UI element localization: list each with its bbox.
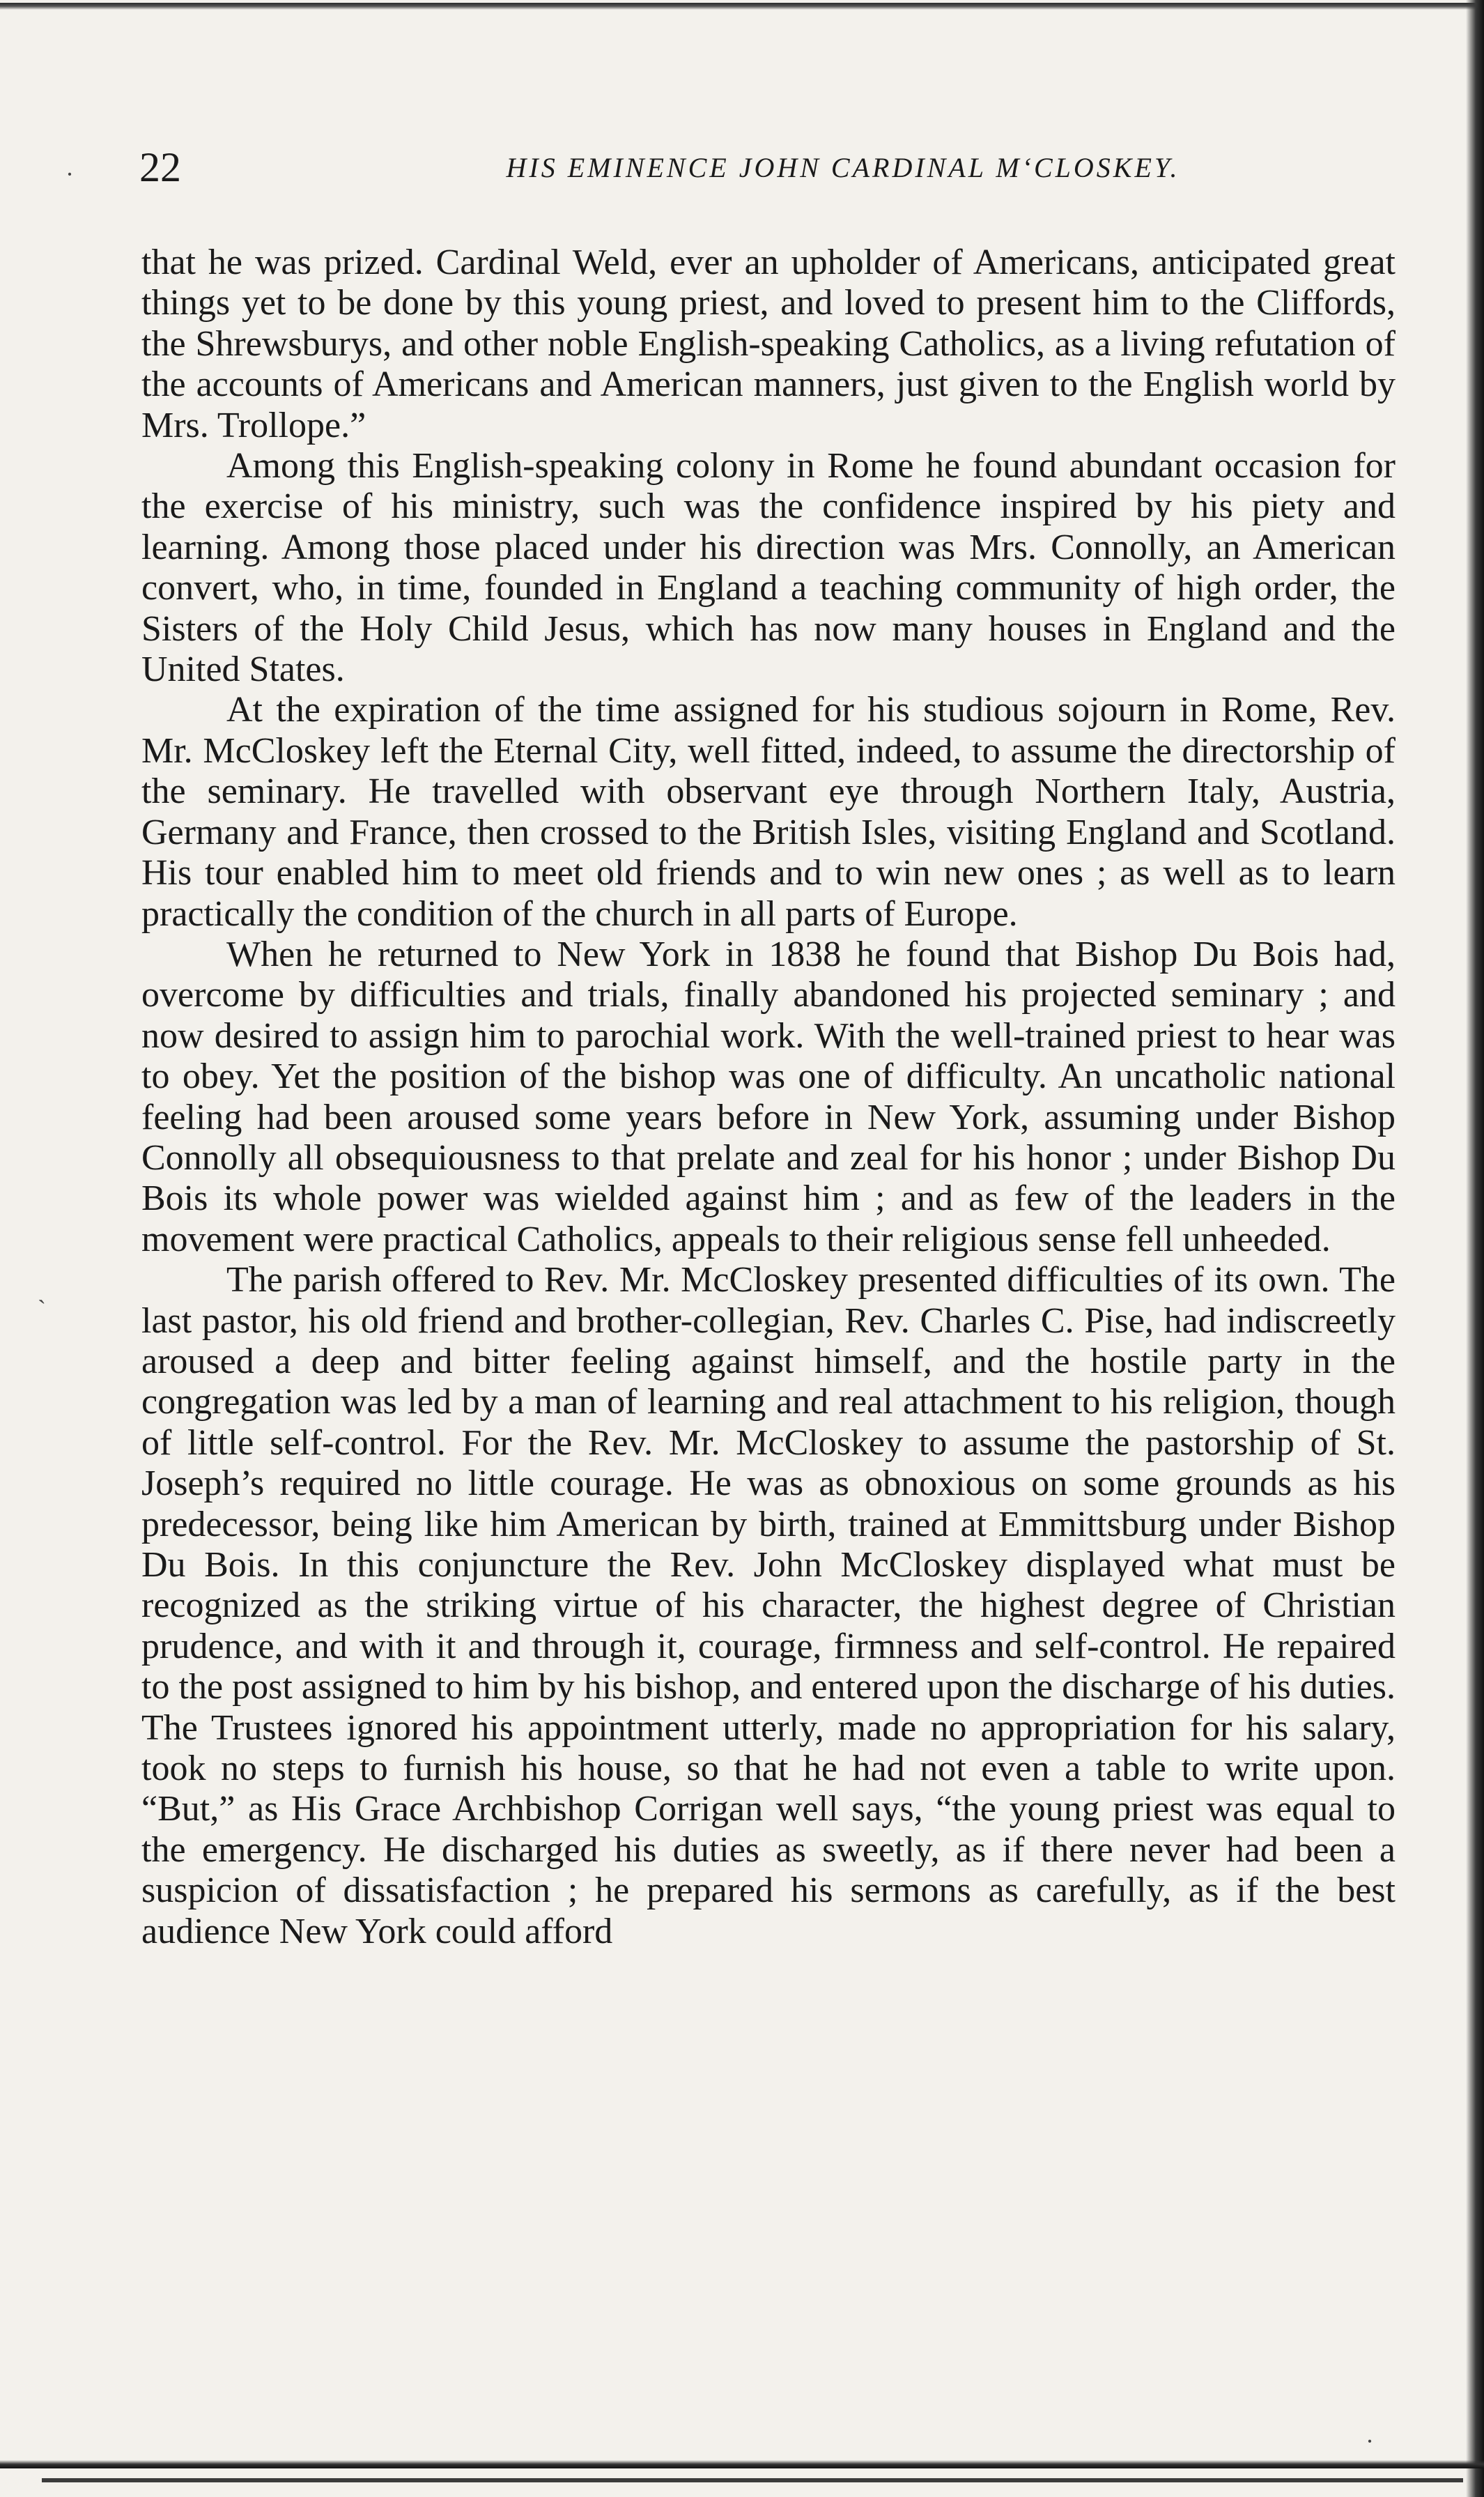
stray-mark-tick: `	[38, 1295, 46, 1323]
page-right-edge	[1466, 0, 1484, 2497]
page-number: 22	[139, 144, 181, 190]
running-head: HIS EMINENCE JOHN CARDINAL M‘CLOSKEY.	[506, 152, 1180, 183]
page-bottom-edge	[0, 2460, 1484, 2468]
body-text	[141, 243, 1396, 1952]
stray-mark-dot: ·	[1366, 2427, 1374, 2455]
paragraph: At the expiration of the time assigned for his studious sojourn in Rome, Rev. Mr. McCloskey left the Eternal City, well fitted, indeed, to assume the directorship of the seminary. He travelled with observant eye through Northern Italy, Austria, Germany and France, then crossed to the British Isles, visiting England and Scotland. His tour enabled him to meet old friends and to win new ones ; as well as to learn practically the condition of the church in all parts of Europe.	[141, 690, 1396, 934]
paragraph: Among this English-speaking colony in Rome he found abundant occasion for the exercise of his ministry, such was the confidence inspired by his piety and learning. Among those placed under his direction was Mrs. Connolly, an American convert, who, in time, founded in England a teaching community of high order, the Sisters of the Holy Child Jesus, which has now many houses in England and the United States.	[141, 446, 1396, 690]
stray-mark-dot: ·	[65, 160, 74, 188]
page-top-edge	[0, 3, 1484, 10]
paragraph: that he was prized. Cardinal Weld, ever an upholder of Americans, anticipated great things yet to be done by this young priest, and loved to present him to the Cliffords, the Shrewsburys, and other noble English-speaking Catholics, as a living refutation of the accounts of Americans and American manners, just given to the English world by Mrs. Trollope.”	[141, 243, 1396, 445]
paragraph: The parish offered to Rev. Mr. McCloskey presented difficulties of its own. The last pastor, his old friend and brother-collegian, Rev. Charles C. Pise, had indiscreetly aroused a deep and bitter feeling against himself, and the hostile party in the congregation was led by a man of learning and real attachment to his religion, though of little self-control. For the Rev. Mr. McCloskey to assume the pastorship of St. Joseph’s required no little courage. He was as obnoxious on some grounds as his predecessor, being like him American by birth, trained at Emmittsburg under Bishop Du Bois. In this conjuncture the Rev. John McCloskey displayed what must be recognized as the striking virtue of his character, the highest degree of Christian prudence, and with it and through it, courage, firmness and self-control. He repaired to the post assigned to him by his bishop, and entered upon the discharge of his duties. The Trustees ignored his appointment utterly, made no appropriation for his salary, took no steps to furnish his house, so that he had not even a table to write upon. “But,” as His Grace Archbishop Corrigan well says, “the young priest was equal to the emergency. He discharged his duties as sweetly, as if there never had been a suspicion of dissatisfaction ; he prepared his sermons as carefully, as if the best audience New York could afford	[141, 1260, 1396, 1951]
paragraph: When he returned to New York in 1838 he found that Bishop Du Bois had, overcome by difficulties and trials, finally abandoned his projected seminary ; and now desired to assign him to parochial work. With the well-trained priest to hear was to obey. Yet the position of the bishop was one of difficulty. An uncatholic national feeling had been aroused some years before in New York, assuming under Bishop Connolly all obsequiousness to that prelate and zeal for his honor ; under Bishop Du Bois its whole power was wielded against him ; and as few of the leaders in the movement were practical Catholics, appeals to their religious sense fell unheeded.	[141, 934, 1396, 1259]
page-header	[139, 143, 1407, 192]
page-bottom-rule	[42, 2478, 1463, 2482]
